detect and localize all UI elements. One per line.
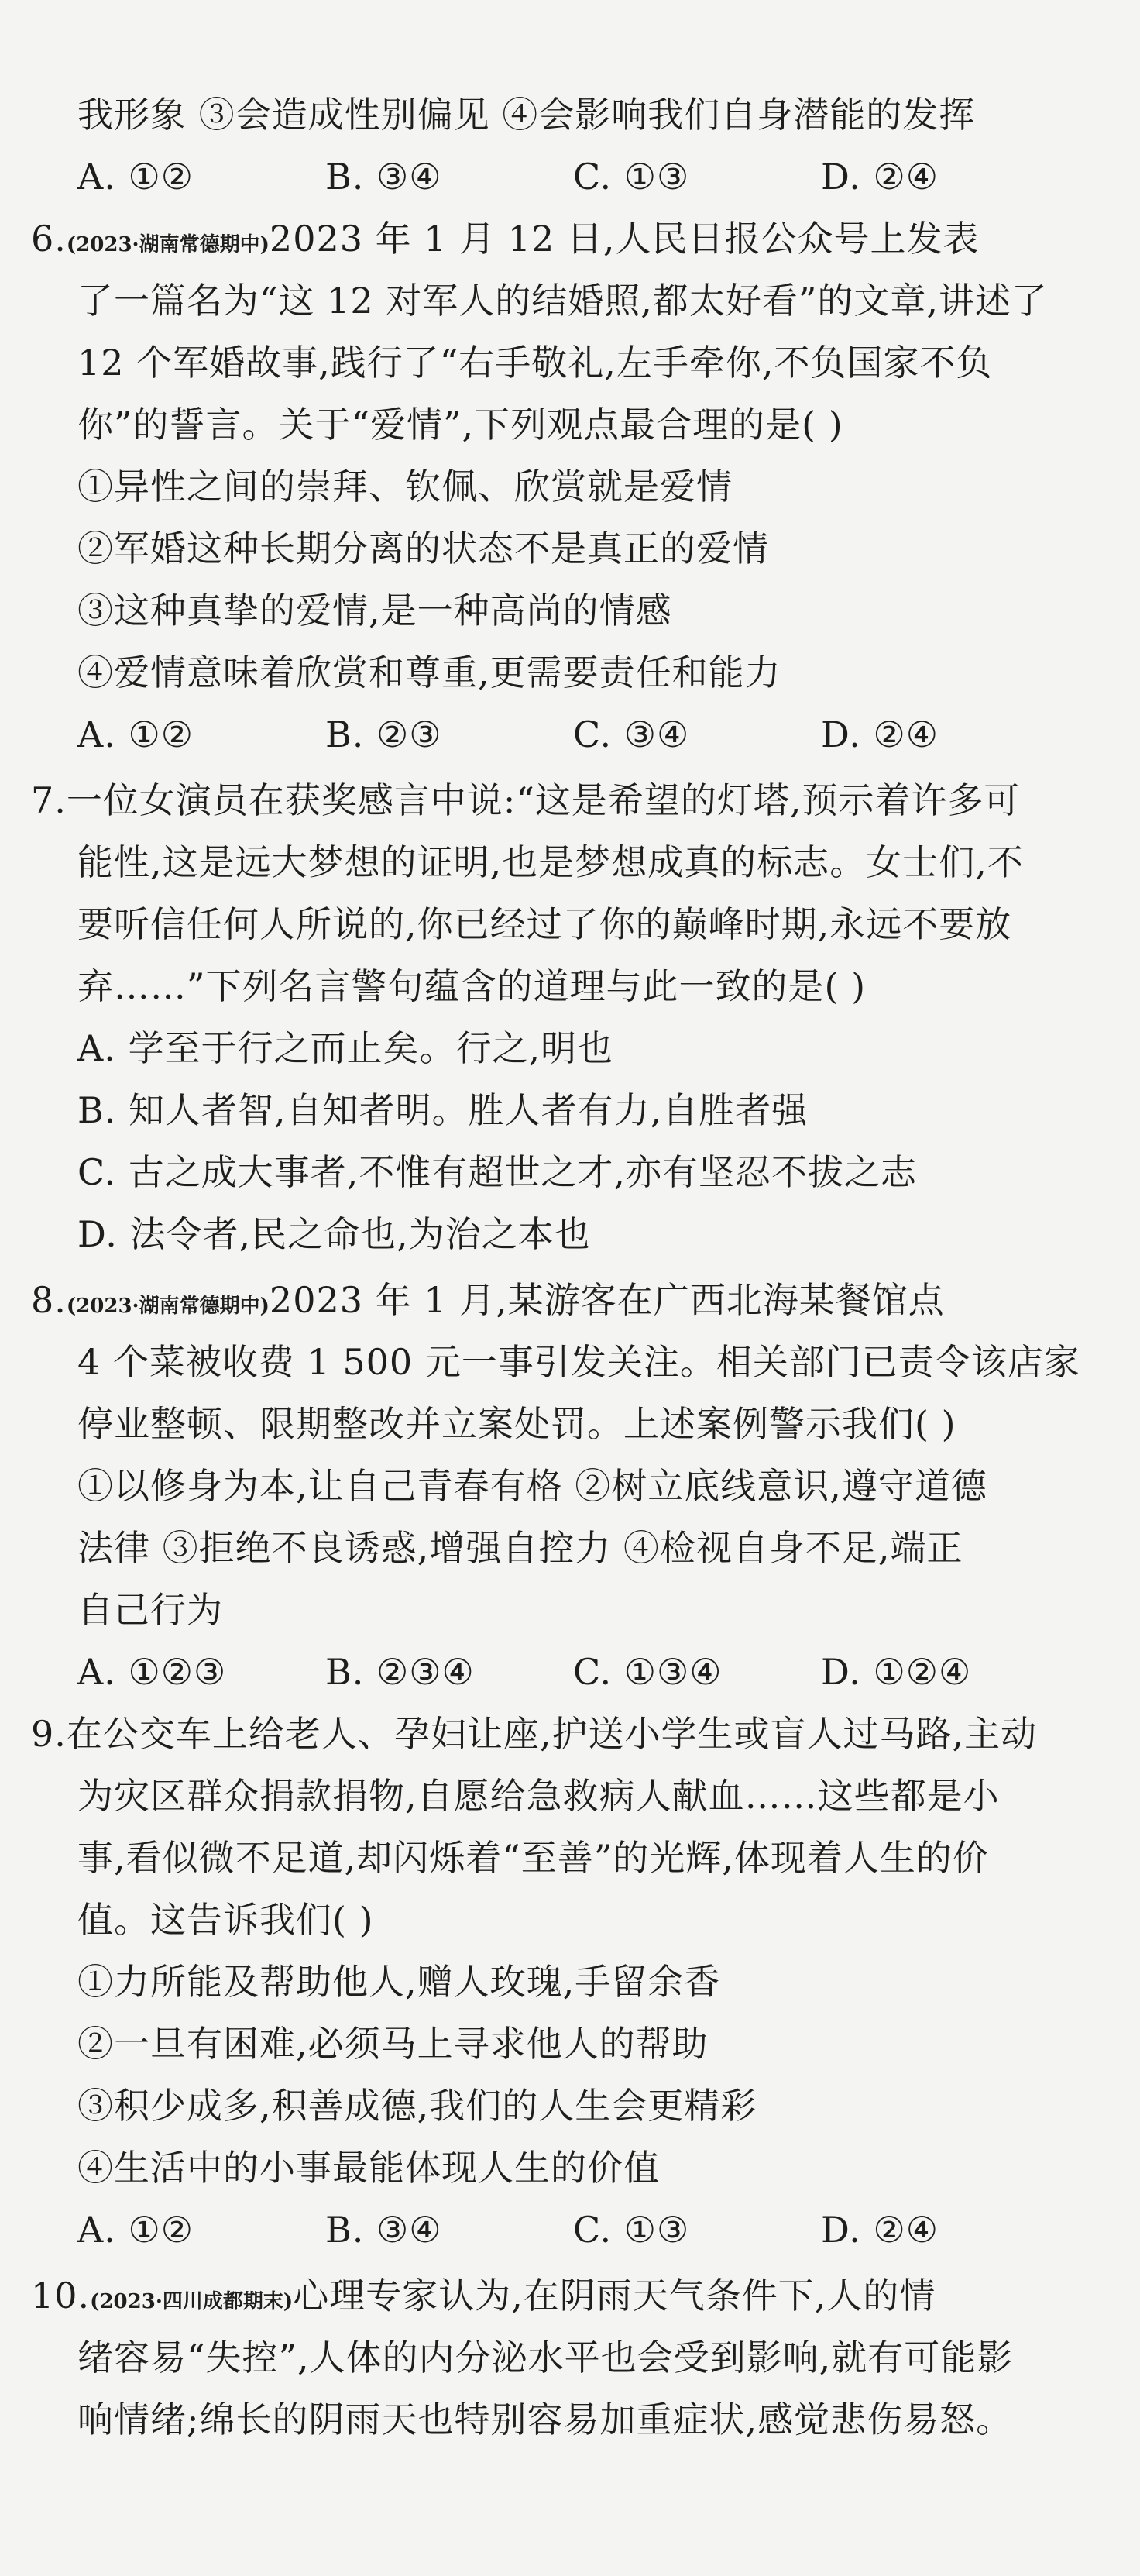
q8-statement-line: 法律 ③拒绝不良诱惑,增强自控力 ④检视自身不足,端正 bbox=[77, 1527, 963, 1569]
q8-option-c[interactable]: C. ①③④ bbox=[573, 1651, 723, 1693]
q7-number: 7. bbox=[31, 779, 67, 821]
q8-source: (2023·湖南常德期中) bbox=[66, 1295, 270, 1318]
q6-statement-4: ④爱情意味着欣赏和尊重,更需要责任和能力 bbox=[77, 652, 781, 693]
q8-option-b[interactable]: B. ②③④ bbox=[325, 1651, 475, 1693]
q5-option-d[interactable]: D. ②④ bbox=[821, 156, 939, 198]
q5-option-c[interactable]: C. ①③ bbox=[573, 156, 690, 198]
q8-statement-line: ①以修身为本,让自己青春有格 ②树立底线意识,遵守道德 bbox=[77, 1465, 987, 1507]
q7-option-d[interactable]: D. 法令者,民之命也,为治之本也 bbox=[77, 1213, 591, 1255]
q7-text-line: 能性,这是远大梦想的证明,也是梦想成真的标志。女士们,不 bbox=[77, 841, 1024, 883]
q6-text-line: 了一篇名为“这 12 对军人的结婚照,都太好看”的文章,讲述了 bbox=[77, 280, 1049, 322]
q6-option-b[interactable]: B. ②③ bbox=[325, 714, 442, 755]
q6-statement-2: ②军婚这种长期分离的状态不是真正的爱情 bbox=[77, 528, 769, 569]
q7-option-c[interactable]: C. 古之成大事者,不惟有超世之才,亦有坚忍不拔之志 bbox=[77, 1151, 918, 1193]
q9-text-line: 为灾区群众捐款捐物,自愿给急救病人献血……这些都是小 bbox=[77, 1775, 1000, 1817]
q9-text-line: 值。这告诉我们( ) bbox=[77, 1899, 374, 1941]
q9-options bbox=[77, 2208, 939, 2251]
q9-option-d[interactable]: D. ②④ bbox=[821, 2209, 939, 2251]
q6-option-a[interactable]: A. ①② bbox=[77, 714, 194, 755]
q9-text-line: 在公交车上给老人、孕妇让座,护送小学生或盲人过马路,主动 bbox=[66, 1713, 1038, 1755]
q8-text-line: 2023 年 1 月,某游客在广西北海某餐馆点 bbox=[269, 1279, 945, 1321]
q5-option-a[interactable]: A. ①② bbox=[77, 156, 194, 198]
q10-number: 10. bbox=[31, 2275, 91, 2316]
q5-option-b[interactable]: B. ③④ bbox=[325, 156, 442, 198]
q9-statement-1: ①力所能及帮助他人,赠人玫瑰,手留余香 bbox=[77, 1961, 721, 2003]
q8-options bbox=[77, 1650, 971, 1694]
q6-statement-3: ③这种真挚的爱情,是一种高尚的情感 bbox=[77, 590, 672, 631]
q7-text-line: 一位女演员在获奖感言中说:“这是希望的灯塔,预示着许多可 bbox=[66, 779, 1021, 821]
q10-text-line: 响情绪;绵长的阴雨天也特别容易加重症状,感觉悲伤易怒。 bbox=[77, 2399, 1013, 2440]
q6-text-line: 12 个军婚故事,践行了“右手敬礼,左手牵你,不负国家不负 bbox=[77, 342, 993, 383]
q7-first-line bbox=[31, 779, 1021, 822]
q6-option-c[interactable]: C. ③④ bbox=[573, 714, 690, 755]
q8-statement-line: 自己行为 bbox=[77, 1589, 223, 1631]
q5-statement-line: 我形象 ③会造成性别偏见 ④会影响我们自身潜能的发挥 bbox=[77, 94, 976, 136]
q8-option-a[interactable]: A. ①②③ bbox=[77, 1651, 227, 1693]
q6-number: 6. bbox=[31, 218, 67, 260]
q7-option-b[interactable]: B. 知人者智,自知者明。胜人者有力,自胜者强 bbox=[77, 1089, 809, 1131]
q6-option-d[interactable]: D. ②④ bbox=[821, 714, 939, 755]
q6-source: (2023·湖南常德期中) bbox=[66, 233, 270, 256]
q10-source: (2023·四川成都期末) bbox=[90, 2290, 294, 2313]
q7-text-line: 弃……”下列名言警句蕴含的道理与此一致的是( ) bbox=[77, 965, 867, 1007]
q6-text-line: 2023 年 1 月 12 日,人民日报公众号上发表 bbox=[269, 218, 980, 260]
q9-option-b[interactable]: B. ③④ bbox=[325, 2209, 442, 2251]
q8-first-line bbox=[31, 1278, 945, 1328]
q6-options bbox=[77, 713, 939, 756]
q6-statement-1: ①异性之间的崇拜、钦佩、欣赏就是爱情 bbox=[77, 466, 733, 507]
q9-first-line bbox=[31, 1712, 1037, 1756]
q10-first-line bbox=[31, 2274, 936, 2323]
q7-option-a[interactable]: A. 学至于行之而止矣。行之,明也 bbox=[77, 1027, 614, 1069]
q8-text-line: 4 个菜被收费 1 500 元一事引发关注。相关部门已责令该店家 bbox=[77, 1341, 1080, 1383]
q9-option-c[interactable]: C. ①③ bbox=[573, 2209, 690, 2251]
q6-first-line bbox=[31, 217, 980, 267]
q9-text-line: 事,看似微不足道,却闪烁着“至善”的光辉,体现着人生的价 bbox=[77, 1837, 989, 1879]
q8-option-d[interactable]: D. ①②④ bbox=[821, 1651, 972, 1693]
q8-number: 8. bbox=[31, 1279, 67, 1321]
q9-number: 9. bbox=[31, 1713, 67, 1755]
q9-option-a[interactable]: A. ①② bbox=[77, 2209, 194, 2251]
q7-text-line: 要听信任何人所说的,你已经过了你的巅峰时期,永远不要放 bbox=[77, 903, 1012, 945]
q10-text-line: 心理专家认为,在阴雨天气条件下,人的情 bbox=[293, 2275, 936, 2316]
q9-statement-2: ②一旦有困难,必须马上寻求他人的帮助 bbox=[77, 2023, 709, 2065]
q8-text-line: 停业整顿、限期整改并立案处罚。上述案例警示我们( ) bbox=[77, 1403, 956, 1445]
q9-statement-4: ④生活中的小事最能体现人生的价值 bbox=[77, 2147, 660, 2189]
q6-text-line: 你”的誓言。关于“爱情”,下列观点最合理的是( ) bbox=[77, 404, 843, 445]
q9-statement-3: ③积少成多,积善成德,我们的人生会更精彩 bbox=[77, 2085, 757, 2127]
q5-options bbox=[77, 155, 939, 198]
q10-text-line: 绪容易“失控”,人体的内分泌水平也会受到影响,就有可能影 bbox=[77, 2337, 1014, 2378]
